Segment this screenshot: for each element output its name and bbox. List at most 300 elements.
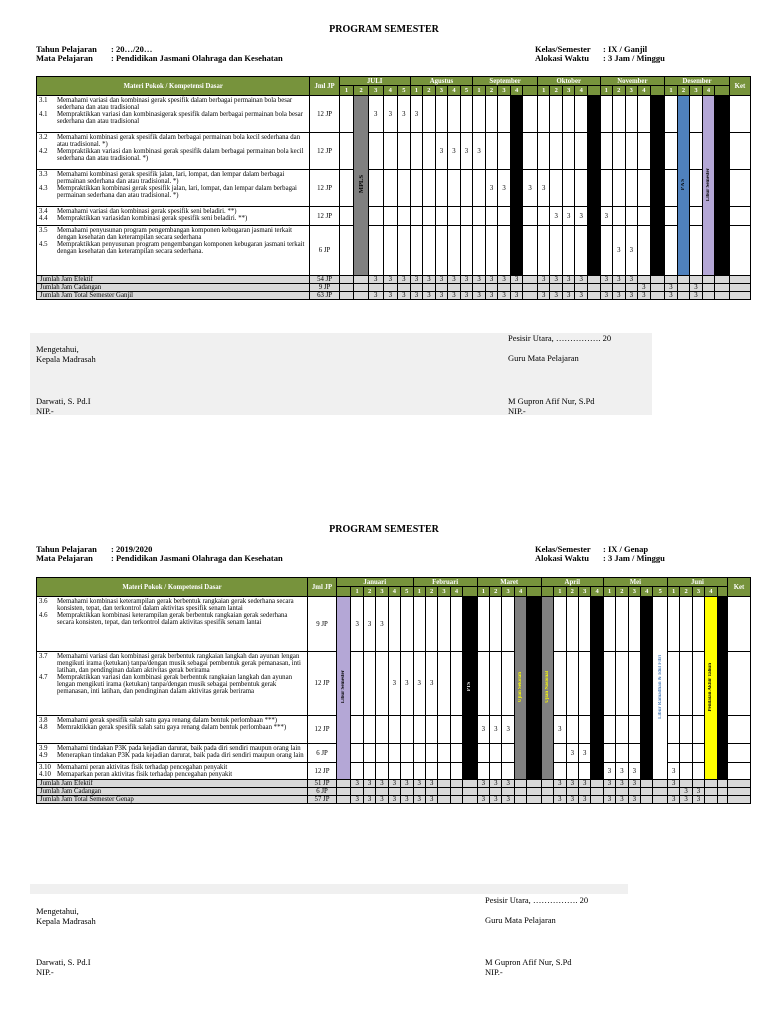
table-cell [575,226,588,276]
table-cell [401,744,413,763]
table-cell [368,170,383,207]
program-table [36,76,751,300]
month-mei: Mei [603,578,667,587]
header-cell: 4 [510,86,523,96]
table-cell [490,788,502,796]
month-juli: JULI [339,77,410,86]
table-cell [514,788,526,796]
table-cell [450,763,462,780]
table-cell: 3 [613,276,626,284]
table-cell [485,133,498,170]
table-cell [550,284,563,292]
table-cell: 3 [510,276,523,284]
table-cell: 3 [490,796,502,804]
table-cell: 51 JP [308,780,337,788]
table-cell [363,716,375,744]
header-cell: 2 [566,587,578,597]
table-cell [566,763,578,780]
table-cell: 3 [690,284,703,292]
header-cell: 2 [423,86,436,96]
table-cell: 3 [460,292,473,300]
header-cell [541,587,553,597]
table-cell [473,96,486,133]
table-cell: 3 [562,276,575,284]
header-cell: 2 [680,587,692,597]
month-oktober: Oktober [537,77,600,86]
table-cell [438,788,450,796]
table-cell [690,226,703,276]
mapel-value: : Pendidikan Jasmani Olahraga dan Kesehatan [111,53,283,63]
header-cell: Materi Pokok / Kompetensi Dasar [37,578,308,597]
table-cell: 3 [554,716,566,744]
table-cell: 3 [423,276,436,284]
table-cell [650,276,665,284]
header-cell: 3 [435,86,448,96]
table-cell [578,716,590,744]
table-cell [667,597,679,652]
table-cell [477,763,489,780]
table-cell [537,226,550,276]
table-cell: 3 [600,207,613,226]
table-cell [665,226,678,276]
table-cell: 3 [477,780,489,788]
table-cell [376,763,388,780]
table-cell [625,96,638,133]
header-cell: 1 [665,86,678,96]
table-cell: 3 [477,796,489,804]
month-desember: Desember [665,77,730,86]
table-cell [578,788,590,796]
table-cell [591,796,603,804]
table-cell: 9 JP [310,284,339,292]
table-cell [600,284,613,292]
table-cell: 3 [628,780,640,788]
table-cell [523,226,538,276]
table-cell [510,284,523,292]
table-cell: 3 [368,292,383,300]
table-cell: 3 [575,276,588,284]
table-cell [363,788,375,796]
table-cell: 3 [680,788,692,796]
table-cell: 3 [625,226,638,276]
table-cell [351,744,363,763]
table-cell [351,652,363,716]
table-cell: 3 [665,284,678,292]
table-cell [514,780,526,788]
table-cell [550,226,563,276]
header-cell [463,587,478,597]
header-cell: 4 [450,587,462,597]
table-cell: 3 [625,292,638,300]
table-cell: 3 [638,284,651,292]
table-cell: 3 [490,780,502,788]
table-cell [638,170,651,207]
page-title: PROGRAM SEMESTER [329,524,439,535]
page-title: PROGRAM SEMESTER [329,24,439,35]
header-info-right: Kelas/Semester : IX / Genap Alokasi Waktu : 3 Jam / Minggu [535,544,665,563]
table-cell: 3 [550,292,563,300]
table-cell [498,226,511,276]
table-cell [702,276,715,284]
table-cell [438,652,450,716]
table-cell [410,133,423,170]
table-cell [401,763,413,780]
table-cell [727,796,750,804]
table-cell [351,788,363,796]
header-cell: 4 [702,86,715,96]
alokasi-label: Alokasi Waktu [535,53,589,63]
table-cell: 3 [485,292,498,300]
table-cell: 63 JP [310,292,339,300]
table-cell [425,744,437,763]
table-cell [727,780,750,788]
table-cell: 3 [383,292,398,300]
table-cell [523,207,538,226]
table-cell [578,763,590,780]
table-cell: 3 [692,788,704,796]
table-cell [383,284,398,292]
table-cell [541,788,553,796]
table-cell: 3 [435,133,448,170]
table-cell [575,170,588,207]
table-cell [665,96,678,133]
table-cell [463,780,478,788]
table-cell [438,763,450,780]
table-cell [729,292,750,300]
table-cell [339,276,354,284]
header-cell [588,86,601,96]
header-cell: 1 [667,587,679,597]
table-cell [514,796,526,804]
libur-ramadhan-block: Libur Ramadhan & Idul Fitri [653,597,668,780]
table-cell: 3 [578,796,590,804]
header-cell: 4 [641,587,653,597]
header-info-left: Tahun Pelajaran : 2019/2020 Mata Pelajaran : Pendidikan Jasmani Olahraga dan Kesehatan [36,544,283,563]
table-cell: 3 [425,796,437,804]
table-cell [554,763,566,780]
table-cell: Jumlah Jam Cadangan [37,788,308,796]
table-cell: Jumlah Jam Efektif [37,276,310,284]
header-cell: 1 [339,86,354,96]
table-cell [550,96,563,133]
table-cell [460,170,473,207]
table-cell [490,744,502,763]
table-cell: 3 [616,780,628,788]
table-cell: 6 JP [308,744,337,763]
header-cell: 4 [705,587,717,597]
total-efektif-row [37,276,751,284]
table-cell: 3 [401,780,413,788]
header-cell: 1 [413,587,425,597]
table-cell [692,780,704,788]
table-cell [600,170,613,207]
table-cell [435,284,448,292]
header-cell [336,587,350,597]
table-cell [562,170,575,207]
table-cell [351,716,363,744]
table-cell: 3 [401,652,413,716]
table-cell [613,284,626,292]
table-cell [717,780,727,788]
table-cell [705,796,717,804]
table-cell: 3 [435,276,448,284]
table-cell: 3 [351,796,363,804]
table-cell: 3.10 Memahami peran aktivitas fisik terhadap pencegahan penyakit 4.10 Memaparkan peran aktivitas fisik terhadap pencegahan penyakit [37,763,308,780]
table-cell: 3 [473,292,486,300]
header-cell: 3 [690,86,703,96]
total-semester-row [37,292,751,300]
header-cell: 2 [490,587,502,597]
table-cell [650,96,665,276]
table-cell: 3.9 Memahami tindakan P3K pada kejadian darurat, baik pada diri sendiri maupun orang lain 4.9 Menerapkan tindakan P3K pada kejadian darurat, baik pada diri sendiri maupun orang lain [37,744,308,763]
table-cell [460,96,473,133]
header-cell: 5 [653,587,668,597]
table-cell [523,96,538,133]
table-cell: 3 [413,780,425,788]
table-cell [717,796,727,804]
table-cell: 3 [667,780,679,788]
month-april: April [541,578,603,587]
table-cell [677,276,690,284]
table-cell: 3 [523,170,538,207]
table-cell: Jumlah Jam Cadangan [37,284,310,292]
table-row [37,597,751,652]
table-cell [603,716,615,744]
table-cell [603,597,615,652]
total-cadangan-row [37,284,751,292]
table-cell: 3 [665,292,678,300]
table-cell [638,96,651,133]
table-cell [541,796,553,804]
table-cell: 3 [410,276,423,284]
table-cell [388,597,400,652]
jp-cell: 12 JP [310,96,339,133]
table-cell [690,133,703,170]
header-cell: 2 [425,587,437,597]
table-cell: 3 [376,597,388,652]
table-cell: 3 [692,796,704,804]
table-cell: 3 [554,780,566,788]
table-cell [603,744,615,763]
table-cell: 3 [550,276,563,284]
table-cell [523,292,538,300]
table-cell: 3 [603,796,615,804]
table-cell [554,652,566,716]
table-cell [692,716,704,744]
table-row [37,226,751,276]
table-cell [616,597,628,652]
table-cell [566,716,578,744]
table-cell [498,284,511,292]
table-cell: 3 [376,796,388,804]
table-cell: 3 [566,796,578,804]
table-cell [578,597,590,652]
table-cell [450,652,462,716]
table-cell [401,716,413,744]
header-cell: 3 [498,86,511,96]
table-cell: 12 JP [310,133,339,170]
table-cell: 6 JP [308,788,337,796]
table-cell [383,207,398,226]
table-cell: 3 [603,763,615,780]
table-cell [625,207,638,226]
table-cell [398,284,411,292]
table-cell [692,652,704,716]
table-cell [613,96,626,133]
tahun-label: Tahun Pelajaran [36,44,97,54]
table-cell [401,597,413,652]
table-cell [339,284,354,292]
table-cell [410,170,423,207]
table-cell: 3 [473,276,486,284]
header-cell: 3 [692,587,704,597]
table-cell [628,652,640,716]
table-cell: 3.8 Memahami gerak spesifik salah satu gaya renang dalam bentuk perlombaan ***) 4.8 Memraktikkan gerak spesifik salah satu gaya renang dalam bentuk perlombaan ***) [37,716,308,744]
table-cell: 3 [680,796,692,804]
table-cell: 3 [502,796,514,804]
table-cell [727,788,750,796]
table-cell: 3 [398,276,411,284]
signature-left: Mengetahui, Kepala Madrasah [36,344,96,364]
table-cell: 3 [460,133,473,170]
table-cell: 3 [566,780,578,788]
table-cell: 3 [537,170,550,207]
table-cell [550,133,563,170]
signature-left: Mengetahui, Kepala Madrasah [36,906,96,926]
table-cell [667,652,679,716]
table-cell: 3 [502,716,514,744]
header-cell: 3 [438,587,450,597]
table-cell: 3 [616,796,628,804]
table-cell [705,780,717,788]
table-cell: 3.2 Memahami kombinasi gerak spesifik dalam berbagai permainan bola kecil sederhana dan atau tradisional. *) 4.2 Mempraktikkan variasi dan kombinasi gerak spesifik dalam berbagai permainan bola kecil sederhana dan atau tradisional. *) [37,133,310,170]
header-cell [523,86,538,96]
header-cell: 5 [398,86,411,96]
table-cell [423,133,436,170]
table-cell [339,226,354,276]
table-cell [613,207,626,226]
table-cell: 3 [448,292,461,300]
month-juni: Juni [667,578,727,587]
table-cell [460,284,473,292]
total-efektif-row [37,780,751,788]
table-cell [354,284,369,292]
table-cell [368,133,383,170]
table-cell: 3 [616,763,628,780]
header-info-left [36,45,283,63]
table-cell [448,170,461,207]
table-row [37,133,751,170]
header-cell: Jml JP [308,578,337,597]
table-cell [727,716,750,744]
header-ket: Ket [729,77,750,96]
table-cell [588,292,601,300]
table-cell [729,96,750,133]
table-cell [653,788,668,796]
header-cell [717,587,727,597]
table-cell [641,796,653,804]
table-cell: 3 [383,96,398,133]
table-cell: 3 [550,207,563,226]
table-cell [680,652,692,716]
signature-guru-name: M Gupron Afif Nur, S.Pd NIP.- [508,396,595,416]
table-cell: 3 [638,292,651,300]
table-cell [638,276,651,284]
table-cell [463,788,478,796]
table-cell: 3.6 Memahami kombinasi keterampilan gerak berbentuk rangkaian gerak sederhana secara konsisten, tepat, dan terkontrol dalam aktivitas spesifik senam lantai 4.6 Mempraktikkan kombinasi keterampilan gerak berbentuk rangkaian gerak sederhana secara konsisten, tepat, dan terkontrol dalam aktivitas spesifik senam lantai [37,597,308,652]
table-cell [550,170,563,207]
table-cell: 3 [368,96,383,133]
kd-cell: 3.1 Memahami variasi dan kombinasi gerak spesifik dalam berbagai permainan bola besar sederhana dan atau tradisional 4.1 Mempraktikkan variasi dan kombinasigerak spesifik dalam berbagai permainan bola besar sederhana dan atau tradisional [37,96,310,133]
month-maret: Maret [477,578,541,587]
table-cell: 3 [667,796,679,804]
table-cell [363,763,375,780]
table-cell: 3 [401,796,413,804]
table-cell: 9 JP [308,597,337,652]
table-cell [388,716,400,744]
table-cell [727,744,750,763]
table-cell [383,226,398,276]
table-cell [502,597,514,652]
table-cell [450,796,462,804]
signature-guru-title: Guru Mata Pelajaran [508,353,579,363]
table-cell [368,226,383,276]
table-cell [339,96,354,133]
table-cell [653,796,668,804]
table-cell [490,652,502,716]
table-cell [498,207,511,226]
table-cell [665,207,678,226]
table-cell: 6 JP [310,226,339,276]
alokasi-value: : 3 Jam / Minggu [603,53,665,63]
table-cell [423,207,436,226]
table-cell [448,284,461,292]
table-cell [485,207,498,226]
table-cell [398,133,411,170]
table-cell [588,96,601,276]
table-cell [588,284,601,292]
table-cell: Jumlah Jam Total Semester Genap [37,796,308,804]
penilaian-akhir-block: Penilaian Akhir Tahun [705,597,717,780]
signature-guru-name: M Gupron Afif Nur, S.Pd NIP.- [485,957,572,977]
table-cell: 3 [448,276,461,284]
table-cell [376,788,388,796]
header-cell [650,86,665,96]
table-cell [523,133,538,170]
table-cell [413,763,425,780]
table-cell [450,716,462,744]
header-cell: 3 [368,86,383,96]
table-cell: 3 [667,763,679,780]
table-cell [690,96,703,133]
ujian-nasional-block: Ujian Nasional [541,597,553,780]
table-cell [498,133,511,170]
table-cell [729,276,750,284]
table-cell [423,170,436,207]
table-cell [650,292,665,300]
month-februari: Februari [413,578,477,587]
table-cell [435,170,448,207]
table-cell [410,284,423,292]
header-cell: 1 [477,587,489,597]
table-cell [600,133,613,170]
header-cell: 2 [485,86,498,96]
header-cell: 2 [613,86,626,96]
table-cell: 3 [498,292,511,300]
table-cell: 12 JP [308,763,337,780]
table-cell: 3 [413,652,425,716]
table-cell [727,652,750,716]
